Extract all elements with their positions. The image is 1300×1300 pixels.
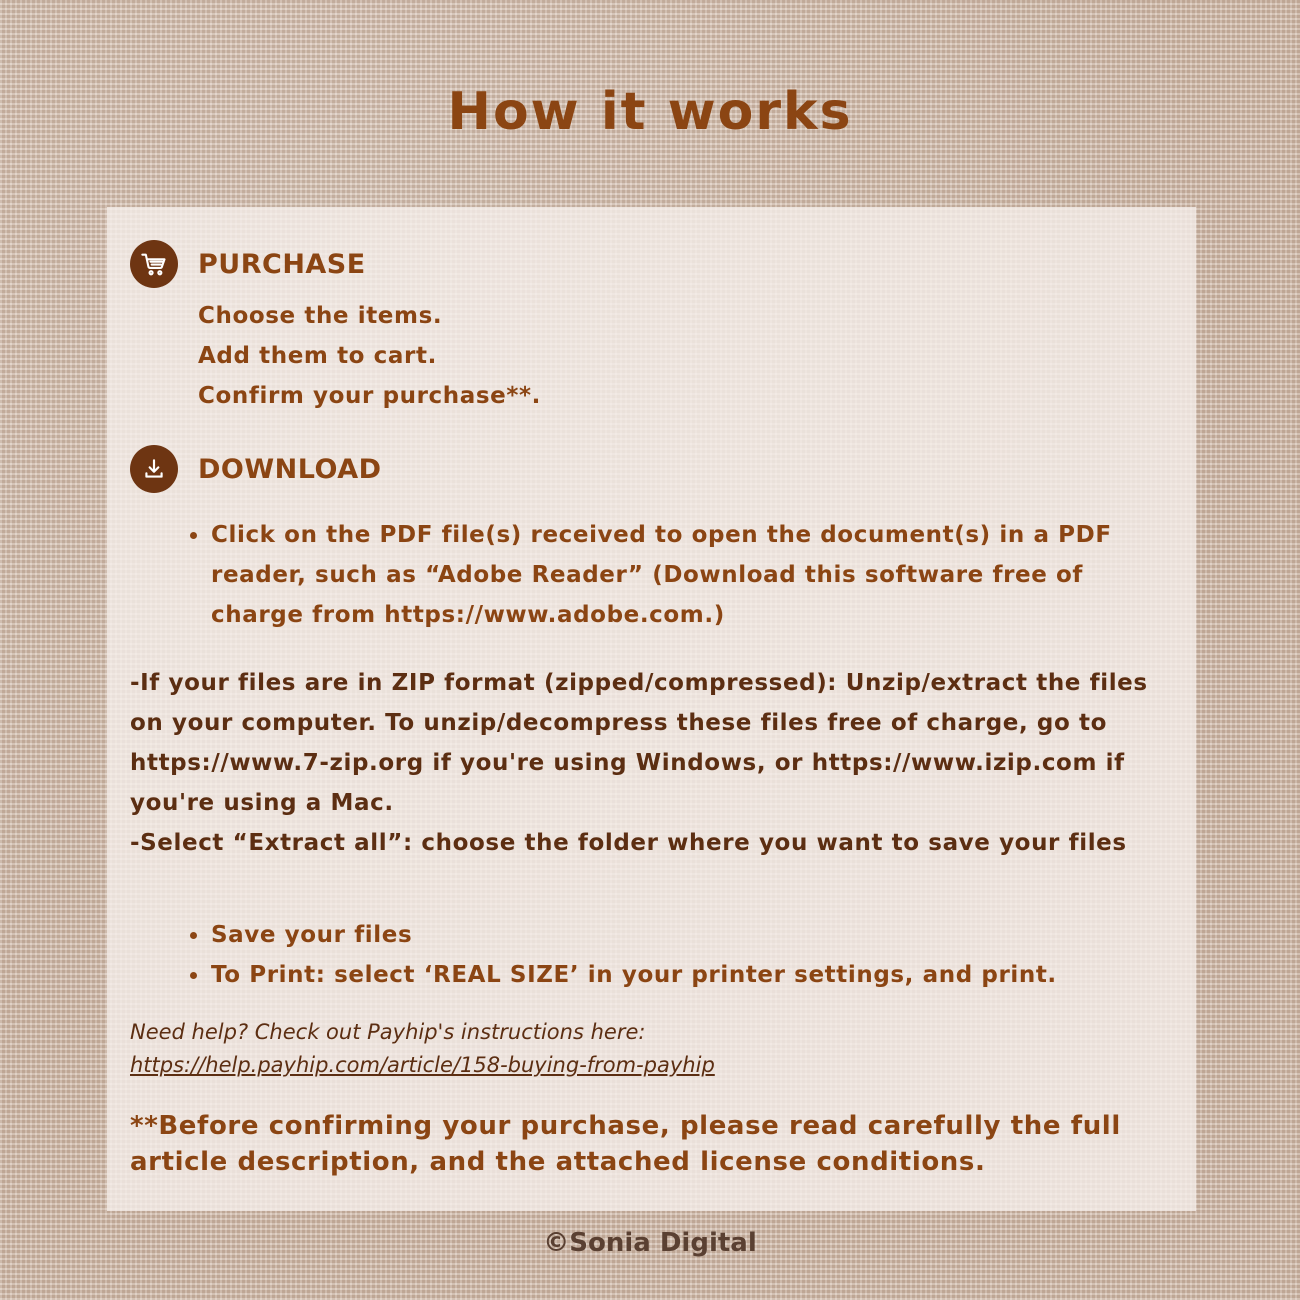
purchase-step: Choose the items.: [198, 303, 443, 329]
purchase-step: Add them to cart.: [198, 343, 437, 369]
list-item: Click on the PDF file(s) received to open the document(s) in a PDF reader, such as “Adobe Reader” (Download this software free of charge from https://www.adobe.com.): [187, 515, 1152, 635]
help-note: [130, 1016, 1170, 1082]
purchase-heading: [130, 240, 366, 288]
download-icon: [130, 445, 178, 493]
purchase-step: Confirm your purchase**.: [198, 383, 541, 409]
help-text: Need help? Check out Payhip's instructions here:: [130, 1020, 646, 1044]
download-bullets: [187, 515, 1152, 635]
cart-icon: [130, 240, 178, 288]
final-bullets: [187, 915, 1152, 995]
page-title: How it works: [447, 82, 853, 142]
copyright: ©Sonia Digital: [543, 1228, 757, 1258]
help-link[interactable]: https://help.payhip.com/article/158-buying-from-payhip: [130, 1053, 715, 1077]
purchase-warning: **Before confirming your purchase, please read carefully the full article description, and the attached license conditions.: [130, 1111, 1121, 1177]
download-heading: [130, 445, 382, 493]
zip-instructions: -If your files are in ZIP format (zipped/compressed): Unzip/extract the files on your computer. To unzip/decompress these files free of charge, go to https://www.7-zip.org if you're using Windows, or https://www.izip.com if you're using a Mac.: [130, 670, 1148, 816]
purchase-heading-label: PURCHASE: [198, 248, 366, 280]
purchase-steps: [198, 296, 541, 416]
extract-instructions: -Select “Extract all”: choose the folder where you want to save your files: [130, 830, 1127, 856]
list-item: Save your files: [187, 915, 1152, 955]
list-item: To Print: select ‘REAL SIZE’ in your printer settings, and print.: [187, 955, 1152, 995]
download-heading-label: DOWNLOAD: [198, 453, 382, 485]
